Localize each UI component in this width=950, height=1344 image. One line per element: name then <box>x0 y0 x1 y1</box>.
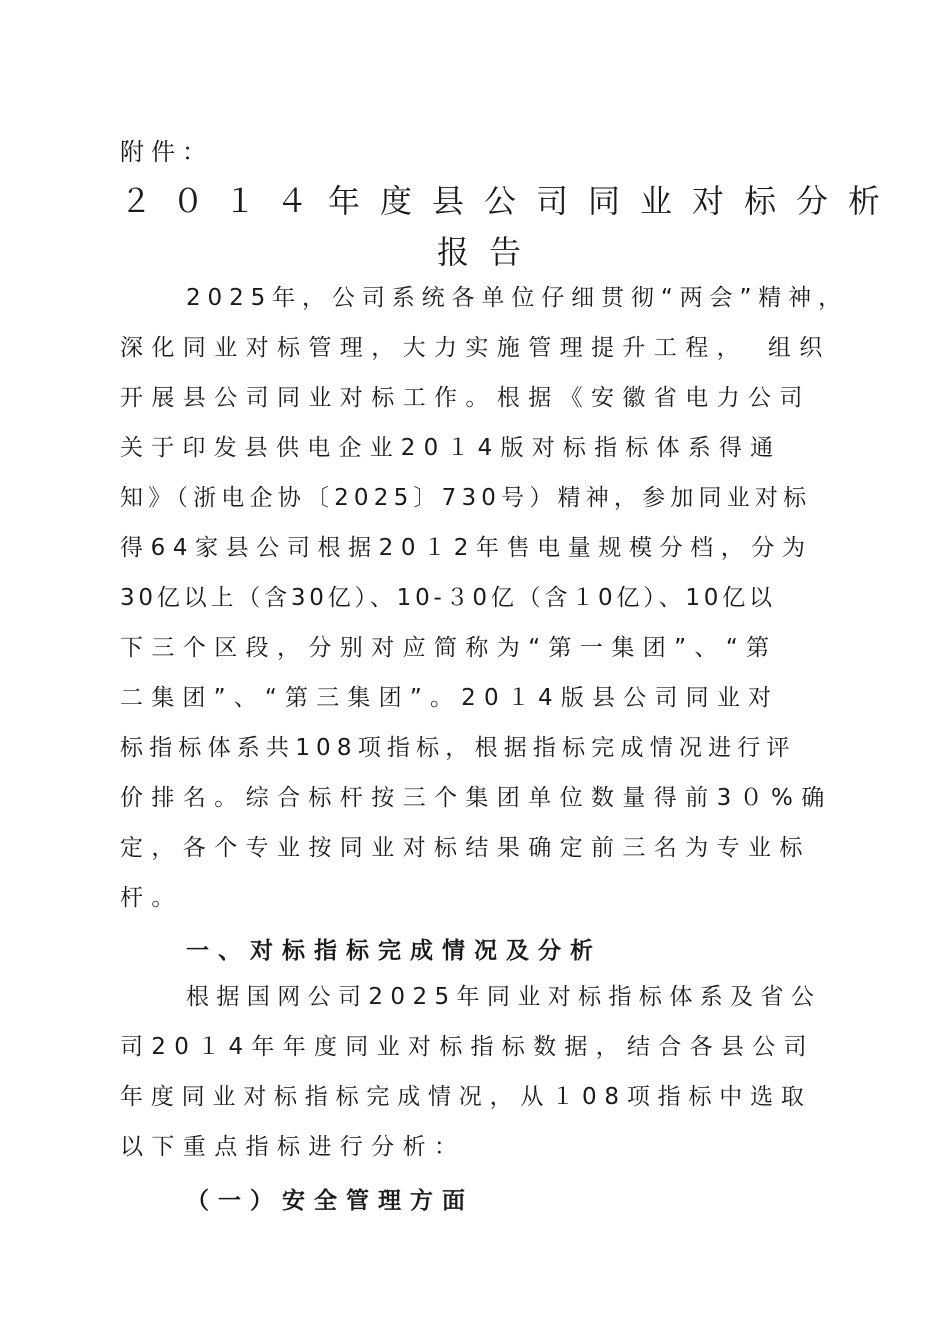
document-title-line-2: 报告 <box>437 233 542 271</box>
paragraph-1-line-6: 得64家县公司根据20１2年售电量规模分档，分为 <box>120 535 813 561</box>
paragraph-1-line-9: 二集团”、“第三集团”。20１4版县公司同业对 <box>120 685 780 711</box>
paragraph-1-line-2: 深化同业对标管理，大力实施管理提升工程， 组织 <box>120 335 831 361</box>
paragraph-1-line-13: 杆。 <box>120 885 183 911</box>
paragraph-1-line-11: 价排名。综合标杆按三个集团单位数量得前3０%确 <box>120 785 833 811</box>
paragraph-2-line-1: 根据国网公司2025年同业对标指标体系及省公 <box>186 984 822 1010</box>
paragraph-1-line-5: 知》（浙电企协〔2025〕730号）精神，参加同业对标 <box>120 485 812 511</box>
paragraph-2-line-3: 年度同业对标指标完成情况，从１08项指标中选取 <box>120 1084 812 1110</box>
attachment-label: 附件： <box>120 138 213 166</box>
paragraph-1-line-8: 下三个区段，分别对应简称为“第一集团”、“第 <box>120 635 778 661</box>
paragraph-1-line-12: 定，各个专业按同业对标结果确定前三名为专业标 <box>120 835 811 861</box>
paragraph-1-line-1: 2025年，公司系统各单位仔细贯彻“两会”精神， <box>186 285 848 311</box>
section-heading-1: 一、对标指标完成情况及分析 <box>186 938 602 964</box>
paragraph-1-line-4: 关于印发县供电企业20１4版对标指标体系得通 <box>120 435 782 461</box>
document-title-line-1: ２０１４年度县公司同业对标分析 <box>120 182 901 220</box>
paragraph-1-line-7: 30亿以上（含30亿）、10-３0亿（含１0亿）、10亿以 <box>120 585 776 611</box>
paragraph-2-line-4: 以下重点指标进行分析： <box>120 1134 466 1160</box>
paragraph-2-line-2: 司20１4年年度同业对标指标数据，结合各县公司 <box>120 1034 815 1060</box>
paragraph-1-line-10: 标指标体系共108项指标，根据指标完成情况进行评 <box>120 735 796 761</box>
section-heading-2: （一）安全管理方面 <box>186 1188 474 1214</box>
paragraph-1-line-3: 开展县公司同业对标工作。根据《安徽省电力公司 <box>120 385 811 411</box>
